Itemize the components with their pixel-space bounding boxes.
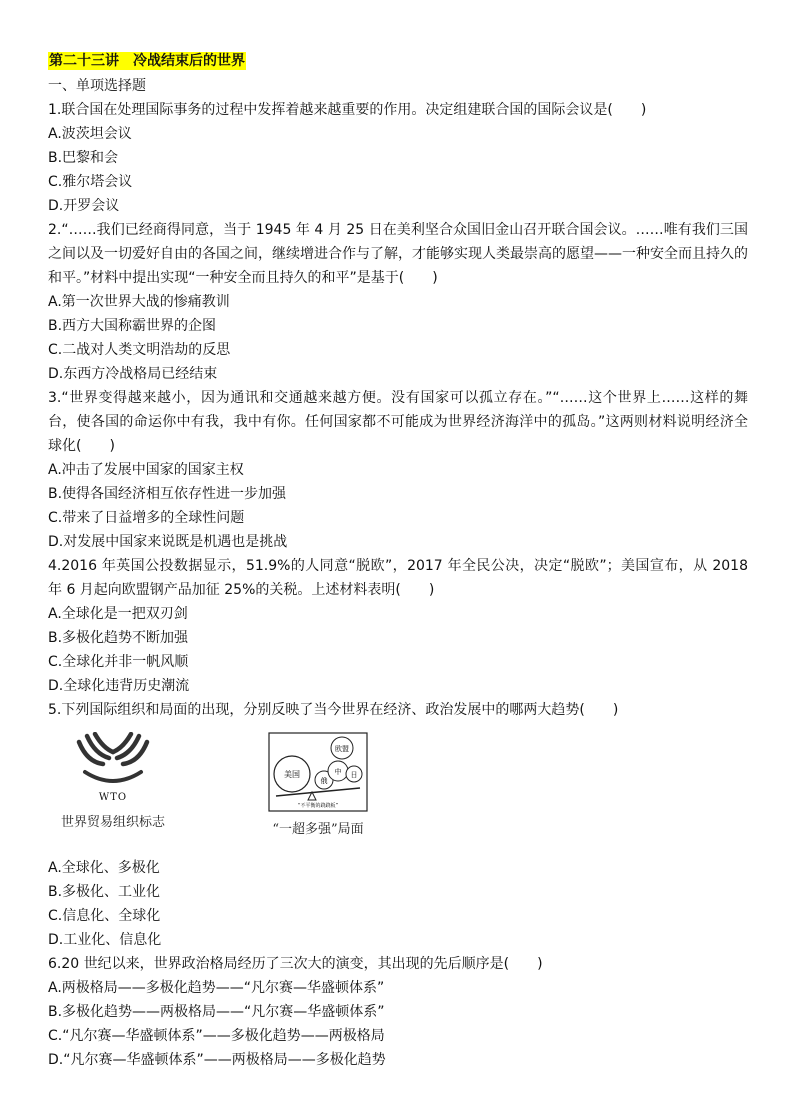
question-5-figures <box>48 732 748 852</box>
question-6-option-b[interactable]: B.多极化趋势——两极格局——“凡尔赛—华盛顿体系” <box>48 1004 385 1020</box>
question-6-option-c[interactable]: C.“凡尔赛—华盛顿体系”——多极化趋势——两极格局 <box>48 1028 385 1044</box>
wto-figure <box>48 732 178 830</box>
question-4-option-a[interactable]: A.全球化是一把双刃剑 <box>48 606 188 622</box>
multipolar-figure <box>258 732 378 837</box>
question-2-option-d[interactable]: D.东西方冷战格局已经结束 <box>48 366 218 382</box>
question-3-option-b[interactable]: B.使得各国经济相互依存性进一步加强 <box>48 486 287 502</box>
question-6-option-a[interactable]: A.两极格局——多极化趋势——“凡尔赛—华盛顿体系” <box>48 980 385 996</box>
wto-logo-icon <box>73 732 153 794</box>
question-1-option-b[interactable]: B.巴黎和会 <box>48 150 119 166</box>
question-5-stem: 5.下列国际组织和局面的出现，分别反映了当今世界在经济、政治发展中的哪两大趋势( ) <box>48 702 619 718</box>
question-4-stem: 4.2016 年英国公投数据显示，51.9%的人同意“脱欧”，2017 年全民公决，决定“脱欧”；美国宣布，从 2018 年 6 月起向欧盟钢产品加征 25%的关税。上述材料表明( ) <box>48 558 748 598</box>
label-japan: 日 <box>350 771 358 779</box>
label-russia: 俄 <box>320 777 328 785</box>
label-china: 中 <box>334 768 342 776</box>
question-5-option-b[interactable]: B.多极化、工业化 <box>48 884 161 900</box>
label-eu: 欧盟 <box>335 745 349 753</box>
question-3-option-d[interactable]: D.对发展中国家来说既是机遇也是挑战 <box>48 534 288 550</box>
question-6-stem: 6.20 世纪以来，世界政治格局经历了三次大的演变，其出现的先后顺序是( ) <box>48 956 543 972</box>
wto-caption: 世界贸易组织标志 <box>60 815 165 830</box>
question-5-option-c[interactable]: C.信息化、全球化 <box>48 908 161 924</box>
question-4-option-c[interactable]: C.全球化并非一帆风顺 <box>48 654 189 670</box>
question-4-option-d[interactable]: D.全球化违背历史潮流 <box>48 678 190 694</box>
question-1-option-a[interactable]: A.波茨坦会议 <box>48 126 132 142</box>
question-5-option-d[interactable]: D.工业化、信息化 <box>48 932 162 948</box>
question-2-option-c[interactable]: C.二战对人类文明浩劫的反思 <box>48 342 231 358</box>
question-2-option-b[interactable]: B.西方大国称霸世界的企图 <box>48 318 217 334</box>
question-2-option-a[interactable]: A.第一次世界大战的惨痛教训 <box>48 294 230 310</box>
worksheet-page <box>48 50 748 1072</box>
section-heading: 一、单项选择题 <box>48 78 146 94</box>
question-3-stem: 3.“世界变得越来越小，因为通讯和交通越来越方便。没有国家可以孤立存在。”“……这个世界上……这样的舞台，使各国的命运你中有我，我中有你。任何国家都不可能成为世界经济海洋中的孤岛。”这两则材料说明经济全球化( ) <box>48 390 748 454</box>
question-3-option-c[interactable]: C.带来了日益增多的全球性问题 <box>48 510 245 526</box>
label-usa: 美国 <box>284 770 300 779</box>
question-1-option-c[interactable]: C.雅尔塔会议 <box>48 174 133 190</box>
question-1-stem: 1.联合国在处理国际事务的过程中发挥着越来越重要的作用。决定组建联合国的国际会议是( ) <box>48 102 647 118</box>
question-3-option-a[interactable]: A.冲击了发展中国家的国家主权 <box>48 462 244 478</box>
question-1-option-d[interactable]: D.开罗会议 <box>48 198 120 214</box>
page-title: 第二十三讲 冷战结束后的世界 <box>49 53 245 69</box>
question-6-option-d[interactable]: D.“凡尔赛—华盛顿体系”——两极格局——多极化趋势 <box>48 1052 386 1068</box>
question-5-option-a[interactable]: A.全球化、多极化 <box>48 860 160 876</box>
question-4-option-b[interactable]: B.多极化趋势不断加强 <box>48 630 189 646</box>
wto-logo-text: WTO <box>98 792 128 803</box>
question-2-stem: 2.“……我们已经商得同意，当于 1945 年 4 月 25 日在美利坚合众国旧金山召开联合国会议。……唯有我们三国之间以及一切爱好自由的各国之间，继续增进合作与了解，才能够实现人类最崇高的愿望——一种安全而且持久的和平。”材料中提出实现“一种安全而且持久的和平”是基于( ) <box>48 222 748 286</box>
seesaw-diagram <box>268 732 368 812</box>
multipolar-caption: “一超多强”局面 <box>272 822 364 837</box>
seesaw-footer: “不平衡的跷跷板” <box>297 803 339 809</box>
